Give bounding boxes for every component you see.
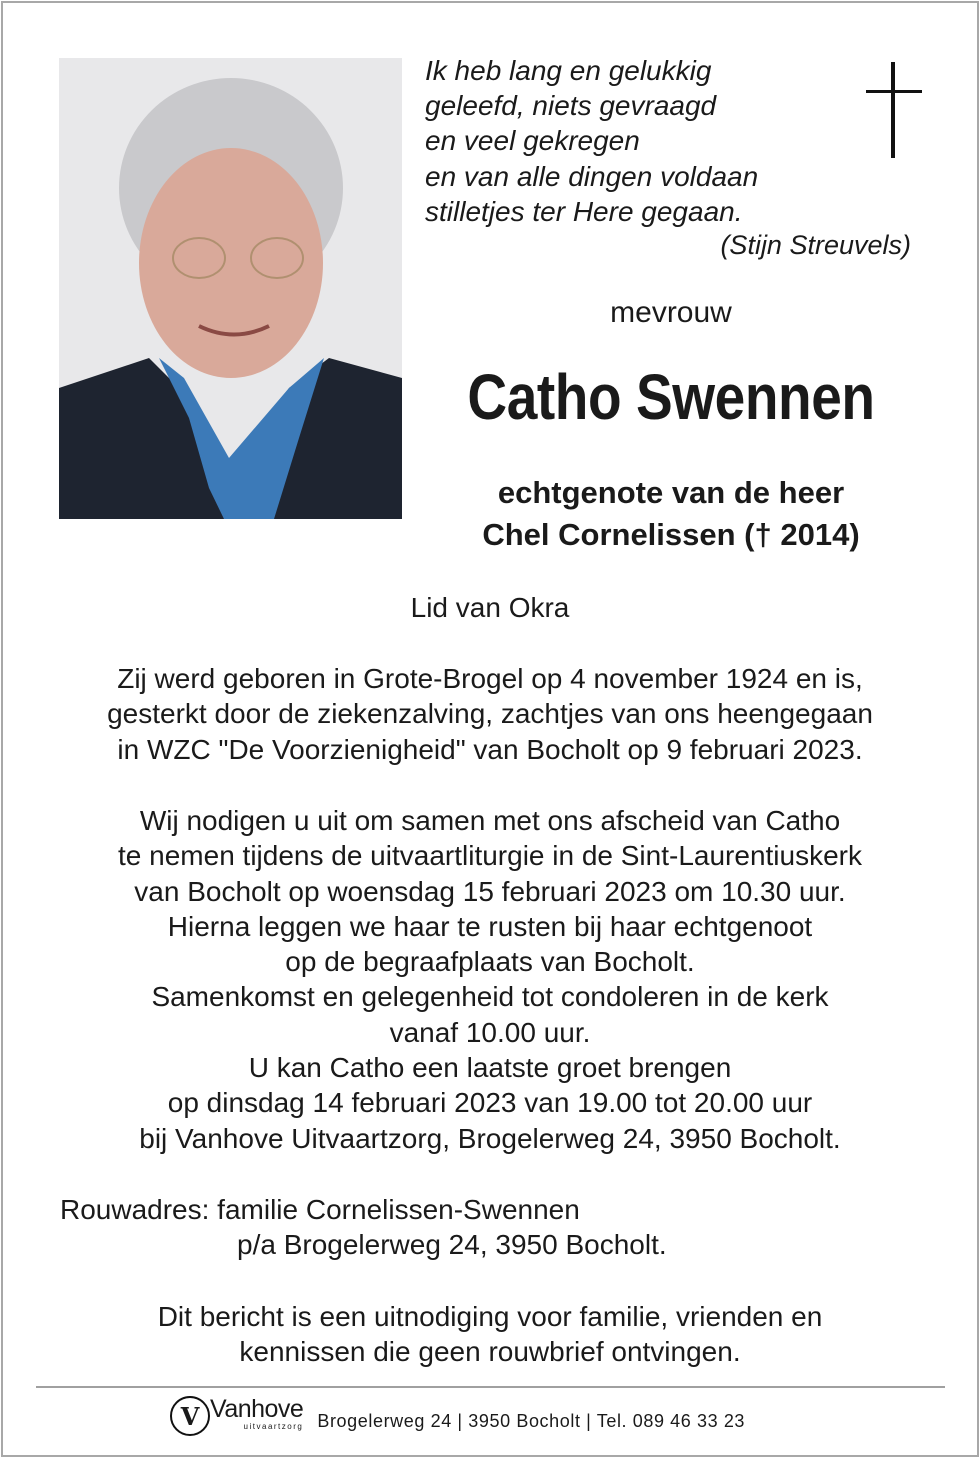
poem-line: en van alle dingen voldaan <box>425 160 759 192</box>
footer-divider <box>36 1386 945 1388</box>
membership: Lid van Okra <box>410 592 570 623</box>
poem-line: stilletjes ter Here gegaan. <box>425 195 743 227</box>
text-line: Dit bericht is een uitnodiging voor familie, vrienden en <box>157 1301 823 1332</box>
birth-paragraph <box>40 661 940 767</box>
text-line: op de begraafplaats van Bocholt. <box>285 946 695 978</box>
text-line: kennissen die geen rouwbrief ontvingen. <box>239 1336 741 1368</box>
vanhove-logo <box>170 1396 303 1436</box>
portrait-photo <box>59 58 402 519</box>
poem-line: geleefd, niets gevraagd <box>425 90 717 122</box>
cross-icon <box>866 62 922 158</box>
invitation-paragraph <box>40 803 940 1156</box>
footer-contact: Brogelerweg 24 | 3950 Bocholt | Tel. 089 46 33 23 <box>317 1411 746 1431</box>
logo-mark-icon: V <box>170 1396 210 1436</box>
poem-attribution: (Stijn Streuvels) <box>720 230 911 260</box>
text-line: Hierna leggen we haar te rusten bij haar echtgenoot <box>167 910 813 942</box>
text-line: in WZC "De Voorzienigheid" van Bocholt op 9 februari 2023. <box>117 733 863 765</box>
spouse-line: Chel Cornelissen († 2014) <box>482 517 860 552</box>
text-line: te nemen tijdens de uitvaartliturgie in de Sint-Laurentiuskerk <box>118 840 862 872</box>
logo-brand: Vanhove <box>210 1395 304 1423</box>
text-line: op dinsdag 14 februari 2023 van 19.00 tot 20.00 uur <box>167 1087 813 1119</box>
poem <box>425 53 758 229</box>
footer <box>170 1396 745 1436</box>
text-line: gesterkt door de ziekenzalving, zachtjes van ons heengegaan <box>107 698 873 730</box>
poem-line: Ik heb lang en gelukkig <box>425 55 712 86</box>
text-line: U kan Catho een laatste groet brengen <box>248 1052 732 1084</box>
poem-line: en veel gekregen <box>425 125 640 157</box>
text-line: bij Vanhove Uitvaartzorg, Brogelerweg 24, 3950 Bocholt. <box>139 1122 841 1154</box>
text-line: Wij nodigen u uit om samen met ons afscheid van Catho <box>139 805 841 836</box>
text-line: Rouwadres: familie Cornelissen-Swennen <box>60 1194 580 1225</box>
text-line: vanaf 10.00 uur. <box>389 1016 591 1048</box>
text-line: p/a Brogelerweg 24, 3950 Bocholt. <box>237 1229 667 1261</box>
logo-subtitle: uitvaartzorg <box>243 1422 304 1431</box>
text-line: van Bocholt op woensdag 15 februari 2023 om 10.30 uur. <box>134 875 846 907</box>
text-line: Zij werd geboren in Grote-Brogel op 4 november 1924 en is, <box>117 663 863 694</box>
deceased-name: Catho Swennen <box>467 361 875 433</box>
mourning-address <box>60 1192 667 1263</box>
spouse-line: echtgenote van de heer <box>497 475 845 510</box>
salutation: mevrouw <box>610 296 732 329</box>
closing-paragraph <box>40 1299 940 1370</box>
text-line: Samenkomst en gelegenheid tot condoleren in de kerk <box>151 981 829 1013</box>
spouse-info <box>430 472 912 556</box>
